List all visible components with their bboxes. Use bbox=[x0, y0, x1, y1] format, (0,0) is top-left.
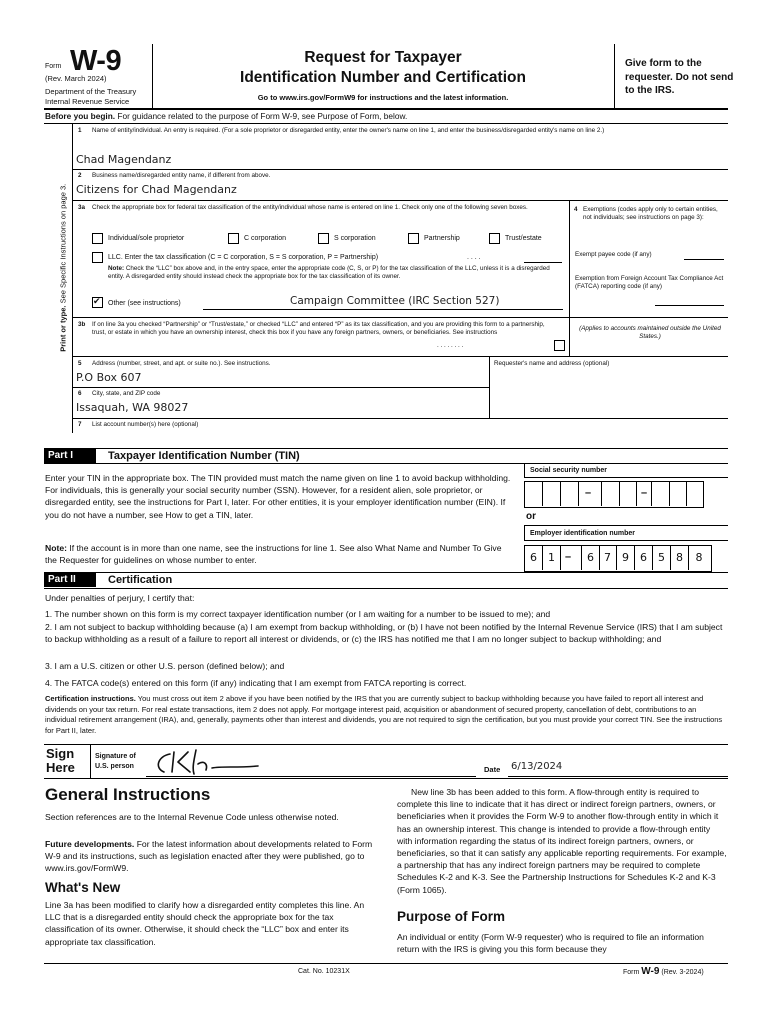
llc-note: Note: Check the “LLC” box above and, in the entry space, enter the appropriate code (C, S, or P) for the tax classification of the LLC, unless it is a disregarded entity. A disregarded entity should instead check the appropriate box for the tax classification of its owner. bbox=[108, 265, 550, 280]
ssn-label: Social security number bbox=[530, 467, 608, 474]
part1-body: Enter your TIN in the appropriate box. The TIN provided must match the name given on line 1 to avoid backup withholding. For individuals, this is generally your social security number (SSN). However, for a resident alien, sole proprietor, or disregarded entity, see the instructions for Part I, later. For other entities, it is your employer identification number (EIN). If you do not have a number, see How to get a TIN, later. bbox=[45, 473, 511, 520]
individual-checkbox[interactable] bbox=[92, 233, 103, 244]
form-title-line1: Request for Taxpayer bbox=[304, 49, 462, 66]
whats-new-heading: What's New bbox=[45, 880, 121, 895]
goto-instructions: Go to www.irs.gov/FormW9 for instructions and the latest information. bbox=[257, 93, 509, 102]
line7-label: List account number(s) here (optional) bbox=[92, 421, 199, 428]
fatca-label: Exemption from Foreign Account Tax Compliance Act (FATCA) reporting code (if any) bbox=[575, 275, 724, 290]
purpose-body: An individual or entity (Form W-9 requester) who is required to file an information return with the IRS is giving you this form because they bbox=[397, 932, 704, 955]
other-checkbox[interactable] bbox=[92, 297, 103, 308]
or-label: or bbox=[526, 511, 536, 522]
line2-business-name-field[interactable]: Citizens for Chad Magendanz bbox=[76, 183, 237, 196]
signature-field[interactable] bbox=[148, 746, 478, 776]
line5-label: Address (number, street, and apt. or suite no.). See instructions. bbox=[92, 360, 271, 367]
ein-label: Employer identification number bbox=[530, 530, 636, 537]
signature-scribble bbox=[148, 746, 268, 776]
exempt-payee-label: Exempt payee code (if any) bbox=[575, 251, 652, 258]
future-developments: Future developments. For the latest information about developments related to Form W-9 and its instructions, such as legislation enacted after they were published, go to www.irs.gov/FormW9. bbox=[45, 839, 373, 874]
cert-item-3: 3. I am a U.S. citizen or other U.S. person (defined below); and bbox=[45, 661, 285, 671]
form-title-line2: Identification Number and Certification bbox=[240, 69, 526, 86]
line1-label: Name of entity/individual. An entry is required. (For a sole proprietor or disregarded entity, enter the owner's name on line 1, and enter the business/disregarded entity's name on line 2.) bbox=[92, 127, 605, 134]
cert-item-2: 2. I am not subject to backup withholding because (a) I am exempt from backup withholding, or (b) I have not been notified by the Internal Revenue Service (IRS) that I am subject to backup withholding as a result of a failure to report all interest or dividends, or (c) the IRS has notified me that I am no longer subject to backup withholding; and bbox=[45, 622, 723, 645]
agency: Internal Revenue Service bbox=[45, 97, 130, 106]
part1-tag: Part I bbox=[44, 449, 96, 463]
llc-classification-field[interactable] bbox=[524, 262, 562, 263]
part2-title: Certification bbox=[108, 574, 173, 586]
before-you-begin: Before you begin. For guidance related to the purpose of Form W-9, see Purpose of Form, below. bbox=[45, 111, 408, 121]
cert-item-1: 1. The number shown on this form is my correct taxpayer identification number (or I am waiting for a number to be issued to me); and bbox=[45, 609, 551, 619]
ssn-field[interactable]: – – bbox=[524, 481, 704, 508]
requester-label: Requester's name and address (optional) bbox=[494, 360, 610, 367]
footer-form-id: Form W-9 (Rev. 3-2024) bbox=[623, 966, 704, 977]
side-label: Print or type. See Specific Instructions on page 3. bbox=[58, 183, 68, 352]
foreign-partners-checkbox[interactable] bbox=[554, 340, 565, 351]
purpose-heading: Purpose of Form bbox=[397, 909, 506, 924]
general-instructions-heading: General Instructions bbox=[45, 785, 211, 804]
line3b-label: If on line 3a you checked “Partnership” or “Trust/estate,” or checked “LLC” and entered “P” as its tax classification, and you are providing this form to a partnership, trust, or estate in which you have an ownership interest, check this box if you have any foreign partners, owners, or beneficiaries. See instructions bbox=[92, 321, 545, 336]
date-field[interactable]: 6/13/2024 bbox=[511, 761, 563, 772]
exempt-payee-field[interactable] bbox=[684, 259, 724, 260]
line3b-note: New line 3b has been added to this form. A flow-through entity is required to complete this line to indicate that it has direct or indirect foreign partners, owners, or beneficiaries when it provides the Form W-9 to another flow-through entity in which it has an ownership interest. This change is intended to provide a flow-through entity with information regarding the status of its indirect foreign partners, owners, or beneficiaries, so that it can satisfy any applicable reporting requirements. For example, a partnership that has any indirect foreign partners may be required to complete Schedules K-2 and K-3. See the Partnership Instructions for Schedules K-2 and K-3 (Form 1065). bbox=[397, 787, 727, 895]
department: Department of the Treasury bbox=[45, 87, 137, 96]
fatca-field[interactable] bbox=[655, 305, 724, 306]
address-field[interactable]: P.O Box 607 bbox=[76, 371, 142, 384]
s-corporation-checkbox[interactable] bbox=[318, 233, 329, 244]
cat-number: Cat. No. 10231X bbox=[298, 968, 350, 975]
cert-item-4: 4. The FATCA code(s) entered on this form (if any) indicating that I am exempt from FATCA reporting is correct. bbox=[45, 678, 467, 688]
certification-instructions: Certification instructions. You must cross out item 2 above if you have been notified by the IRS that you are currently subject to backup withholding because you have failed to report all interest and dividends on your tax return. For real estate transactions, item 2 does not apply. For mortgage interest paid, acquisition or abandonment of secured property, cancellation of debt, contributions to an individual retirement arrangement (IRA), and, generally, payments other than interest and dividends, you are not required to sign the certification, but you must provide your correct TIN. See the instructions for Part II, later. bbox=[45, 694, 723, 735]
applies-note: (Applies to accounts maintained outside the United States.) bbox=[579, 325, 721, 340]
whats-new-body: Line 3a has been modified to clarify how a disregarded entity completes this line. An LLC that is a disregarded entity should check the appropriate box for the tax classification of its owner. Otherwise, it should check the “LLC” box and enter its appropriate tax classification. bbox=[45, 900, 365, 947]
here-label: Here bbox=[46, 760, 75, 775]
llc-checkbox[interactable] bbox=[92, 252, 103, 263]
city-state-zip-field[interactable]: Issaquah, WA 98027 bbox=[76, 401, 189, 414]
partnership-checkbox[interactable] bbox=[408, 233, 419, 244]
line6-label: City, state, and ZIP code bbox=[92, 390, 161, 397]
form-number: W-9 bbox=[70, 45, 122, 77]
line1-name-field[interactable]: Chad Magendanz bbox=[76, 153, 172, 166]
c-corporation-checkbox[interactable] bbox=[228, 233, 239, 244]
form-word: Form bbox=[45, 63, 62, 70]
other-classification-field[interactable]: Campaign Committee (IRC Section 527) bbox=[290, 295, 500, 307]
date-label: Date bbox=[484, 765, 501, 774]
revision-date: (Rev. March 2024) bbox=[45, 74, 107, 83]
ein-field[interactable]: 6 1 – 6 7 9 6 5 8 8 bbox=[524, 545, 712, 572]
give-form-note: Give form to the requester. Do not send to the IRS. bbox=[625, 58, 734, 96]
part1-note: Note: If the account is in more than one name, see the instructions for line 1. See also What Name and Number To Give the Requester for guidelines on whose number to enter. bbox=[45, 543, 502, 566]
part2-tag: Part II bbox=[44, 573, 96, 587]
trust-estate-checkbox[interactable] bbox=[489, 233, 500, 244]
line4-label: Exemptions (codes apply only to certain entities, not individuals; see instructions on page 3): bbox=[583, 206, 718, 221]
line2-label: Business name/disregarded entity name, if different from above. bbox=[92, 172, 271, 179]
part1-title: Taxpayer Identification Number (TIN) bbox=[108, 450, 300, 462]
sign-label: Sign bbox=[46, 746, 75, 761]
ein-last-digit: 8 bbox=[695, 551, 703, 564]
line3a-label: Check the appropriate box for federal tax classification of the entity/individual whose name is entered on line 1. Check only one of the following seven boxes. bbox=[92, 204, 528, 211]
